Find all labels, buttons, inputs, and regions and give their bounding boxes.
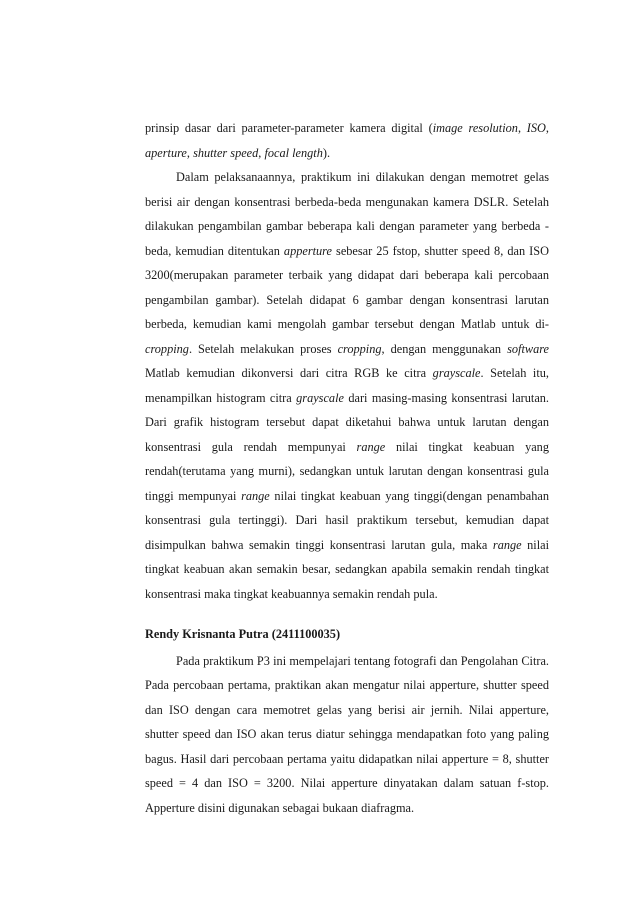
- text-run: ,: [186, 145, 194, 160]
- italic-term: ISO: [526, 121, 546, 135]
- text-run: sebesar 25 fstop, shutter speed 8, dan ISO 3200(merupakan parameter terbaik yang didapat dari beberapa kali percobaan pengambilan gambar). Setelah didapat 6 gambar dengan konsentrasi larutan berbeda, kemudian kami mengolah gambar tersebut dengan Matlab untuk di-: [145, 243, 549, 331]
- paragraph-author-report: [145, 649, 549, 821]
- italic-term: software: [507, 341, 549, 356]
- text-run: ,: [258, 145, 265, 160]
- text-run: Dalam pelaksanaannya, praktikum ini dilakukan dengan memotret gelas berisi air dengan konsentrasi berbeda-beda mengunakan kamera DSLR. Setelah dilakukan pengambilan gambar beberapa kali dengan parameter yang berbeda - beda, kemudian ditentukan: [145, 170, 549, 258]
- text-run: Matlab kemudian dikonversi dari citra RGB ke citra: [145, 366, 433, 380]
- italic-term: range: [492, 537, 522, 552]
- section-two: [145, 622, 549, 820]
- text-run: Pada praktikum P3 ini mempelajari tentang fotografi dan Pengolahan Citra. Pada percobaan pertama, praktikan akan mengatur nilai apperture, shutter speed dan ISO dengan cara memotret gelas yang berisi air jernih. Nilai apperture, shutter speed dan ISO akan terus diatur sehingga mendapatkan foto yang paling bagus. Hasil dari percobaan pertama yaitu didapatkan nilai apperture = 8, shutter speed = 4 dan ISO = 3200. Nilai apperture dinyatakan dalam satuan f-stop. Apperture disini digunakan sebagai bukaan diafragma.: [145, 653, 549, 815]
- text-run: ).: [322, 145, 331, 160]
- author-heading: Rendy Krisnanta Putra (2411100035): [145, 627, 341, 641]
- text-run: , dengan menggunakan: [381, 341, 508, 356]
- text-run: nilai tingkat keabuan yang tinggi(dengan penambahan konsentrasi gula tertinggi). Dari hasil praktikum tersebut, kemudian dapat disimpulkan bahwa semakin tinggi konsentrasi larutan gula, maka: [145, 488, 549, 552]
- text-run: . Setelah melakukan proses: [188, 341, 338, 356]
- text-run: prinsip dasar dari parameter-parameter kamera digital (: [145, 121, 433, 135]
- italic-term: grayscale: [432, 366, 481, 380]
- italic-term: cropping: [337, 341, 382, 356]
- italic-term: grayscale: [296, 390, 344, 405]
- italic-term: cropping: [145, 341, 189, 356]
- section-one: [145, 116, 549, 606]
- text-run: nilai tingkat keabuan yang rendah(terutama yang murni), sedangkan untuk larutan dengan konsentrasi gula tinggi mempunyai: [145, 439, 549, 503]
- text-run: ,: [517, 121, 527, 135]
- paragraph-intro-continuation: [145, 116, 549, 165]
- italic-term: aperture: [145, 145, 187, 160]
- italic-term: image resolution: [432, 121, 518, 135]
- text-run: dari masing-masing konsentrasi larutan. Dari grafik histogram tersebut dapat diketahui bahwa untuk larutan dengan konsentrasi gula rendah mempunyai: [145, 390, 549, 454]
- text-run: . Setelah itu, menampilkan histogram citra: [145, 366, 549, 405]
- italic-term: shutter speed: [193, 145, 259, 160]
- text-run: ,: [545, 121, 549, 135]
- paragraph-implementation: [145, 165, 549, 606]
- italic-term: focal length: [264, 145, 323, 160]
- italic-term: range: [356, 439, 386, 454]
- italic-term: range: [241, 488, 270, 503]
- text-run: nilai tingkat keabuan akan semakin besar, sedangkan apabila semakin rendah tingkat konsentrasi maka tingkat keabuannya semakin rendah pula.: [145, 537, 550, 601]
- italic-term: apperture: [283, 243, 332, 258]
